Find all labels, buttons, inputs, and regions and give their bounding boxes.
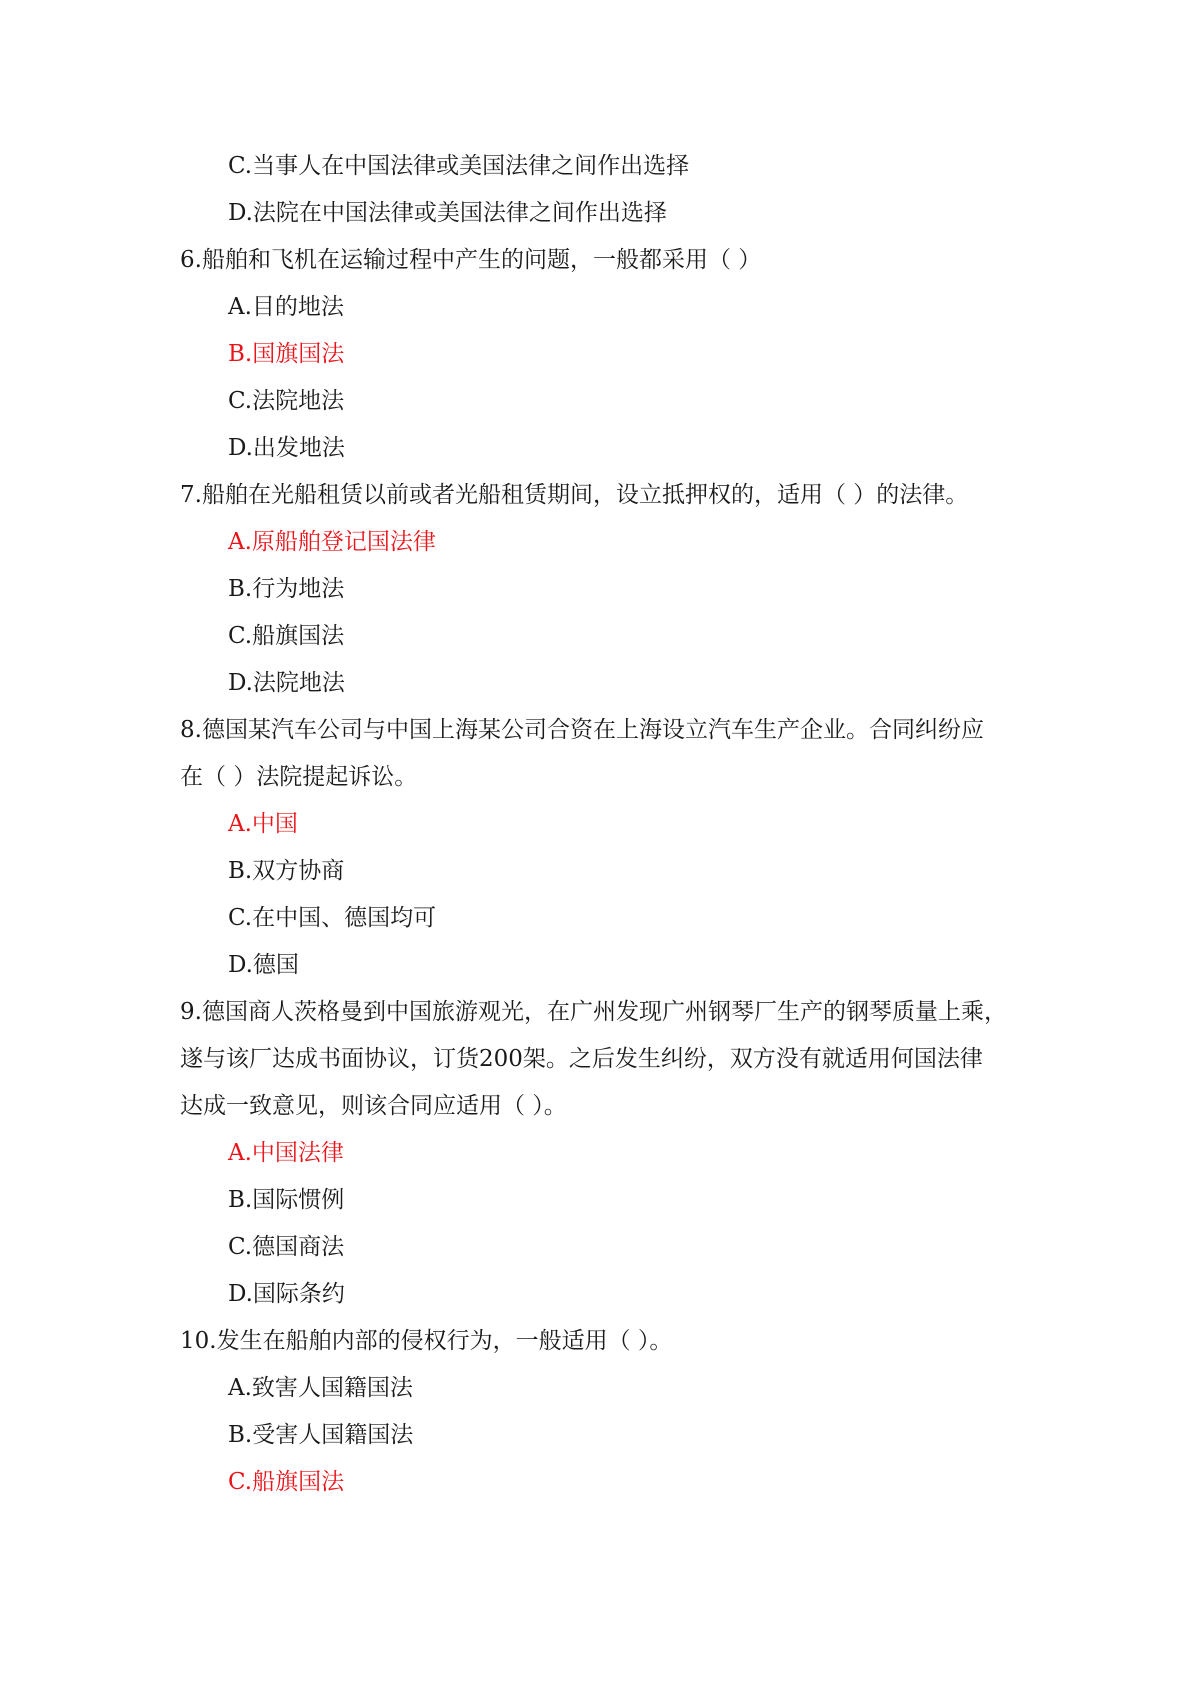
question-stem: 8.德国某汽车公司与中国上海某公司合资在上海设立汽车生产企业。合同纠纷应 — [180, 717, 984, 743]
option-line: C.当事人在中国法律或美国法律之间作出选择 — [228, 153, 690, 179]
correct-answer-option: C.船旗国法 — [228, 1469, 345, 1495]
option-line: D.国际条约 — [228, 1281, 345, 1307]
correct-answer-option: A.中国法律 — [228, 1140, 344, 1166]
question-stem: 7.船舶在光船租赁以前或者光船租赁期间，设立抵押权的，适用（ ）的法律。 — [180, 482, 969, 508]
question-stem: 在（ ）法院提起诉讼。 — [180, 764, 418, 790]
option-line: A.目的地法 — [228, 294, 344, 320]
option-line: D.法院地法 — [228, 670, 345, 696]
option-line: B.国际惯例 — [228, 1187, 345, 1213]
option-line: B.受害人国籍国法 — [228, 1422, 414, 1448]
option-line: B.行为地法 — [228, 576, 345, 602]
question-list — [180, 143, 1050, 1506]
question-block — [180, 707, 1050, 989]
question-stem: 6.船舶和飞机在运输过程中产生的问题，一般都采用（ ） — [180, 247, 762, 273]
question-block — [180, 472, 1050, 707]
question-stem: 达成一致意见，则该合同应适用（ ）。 — [180, 1093, 567, 1119]
option-line: C.船旗国法 — [228, 623, 345, 649]
question-block — [180, 237, 1050, 472]
question-stem: 10.发生在船舶内部的侵权行为，一般适用（ ）。 — [180, 1328, 673, 1354]
option-line: C.法院地法 — [228, 388, 345, 414]
question-stem: 9.德国商人茨格曼到中国旅游观光，在广州发现广州钢琴厂生产的钢琴质量上乘， — [180, 999, 1007, 1025]
option-line: D.德国 — [228, 952, 299, 978]
option-line: D.出发地法 — [228, 435, 345, 461]
option-line: C.在中国、德国均可 — [228, 905, 437, 931]
question-block — [180, 989, 1050, 1318]
option-line: A.致害人国籍国法 — [228, 1375, 413, 1401]
question-stem: 遂与该厂达成书面协议，订货200架。之后发生纠纷，双方没有就适用何国法律 — [180, 1046, 983, 1072]
option-line: D.法院在中国法律或美国法律之间作出选择 — [228, 200, 667, 226]
correct-answer-option: A.原船舶登记国法律 — [228, 529, 436, 555]
question-fragment — [180, 143, 1050, 237]
correct-answer-option: A.中国 — [228, 811, 298, 837]
option-line: C.德国商法 — [228, 1234, 345, 1260]
option-line: B.双方协商 — [228, 858, 345, 884]
question-block — [180, 1318, 1050, 1506]
correct-answer-option: B.国旗国法 — [228, 341, 345, 367]
